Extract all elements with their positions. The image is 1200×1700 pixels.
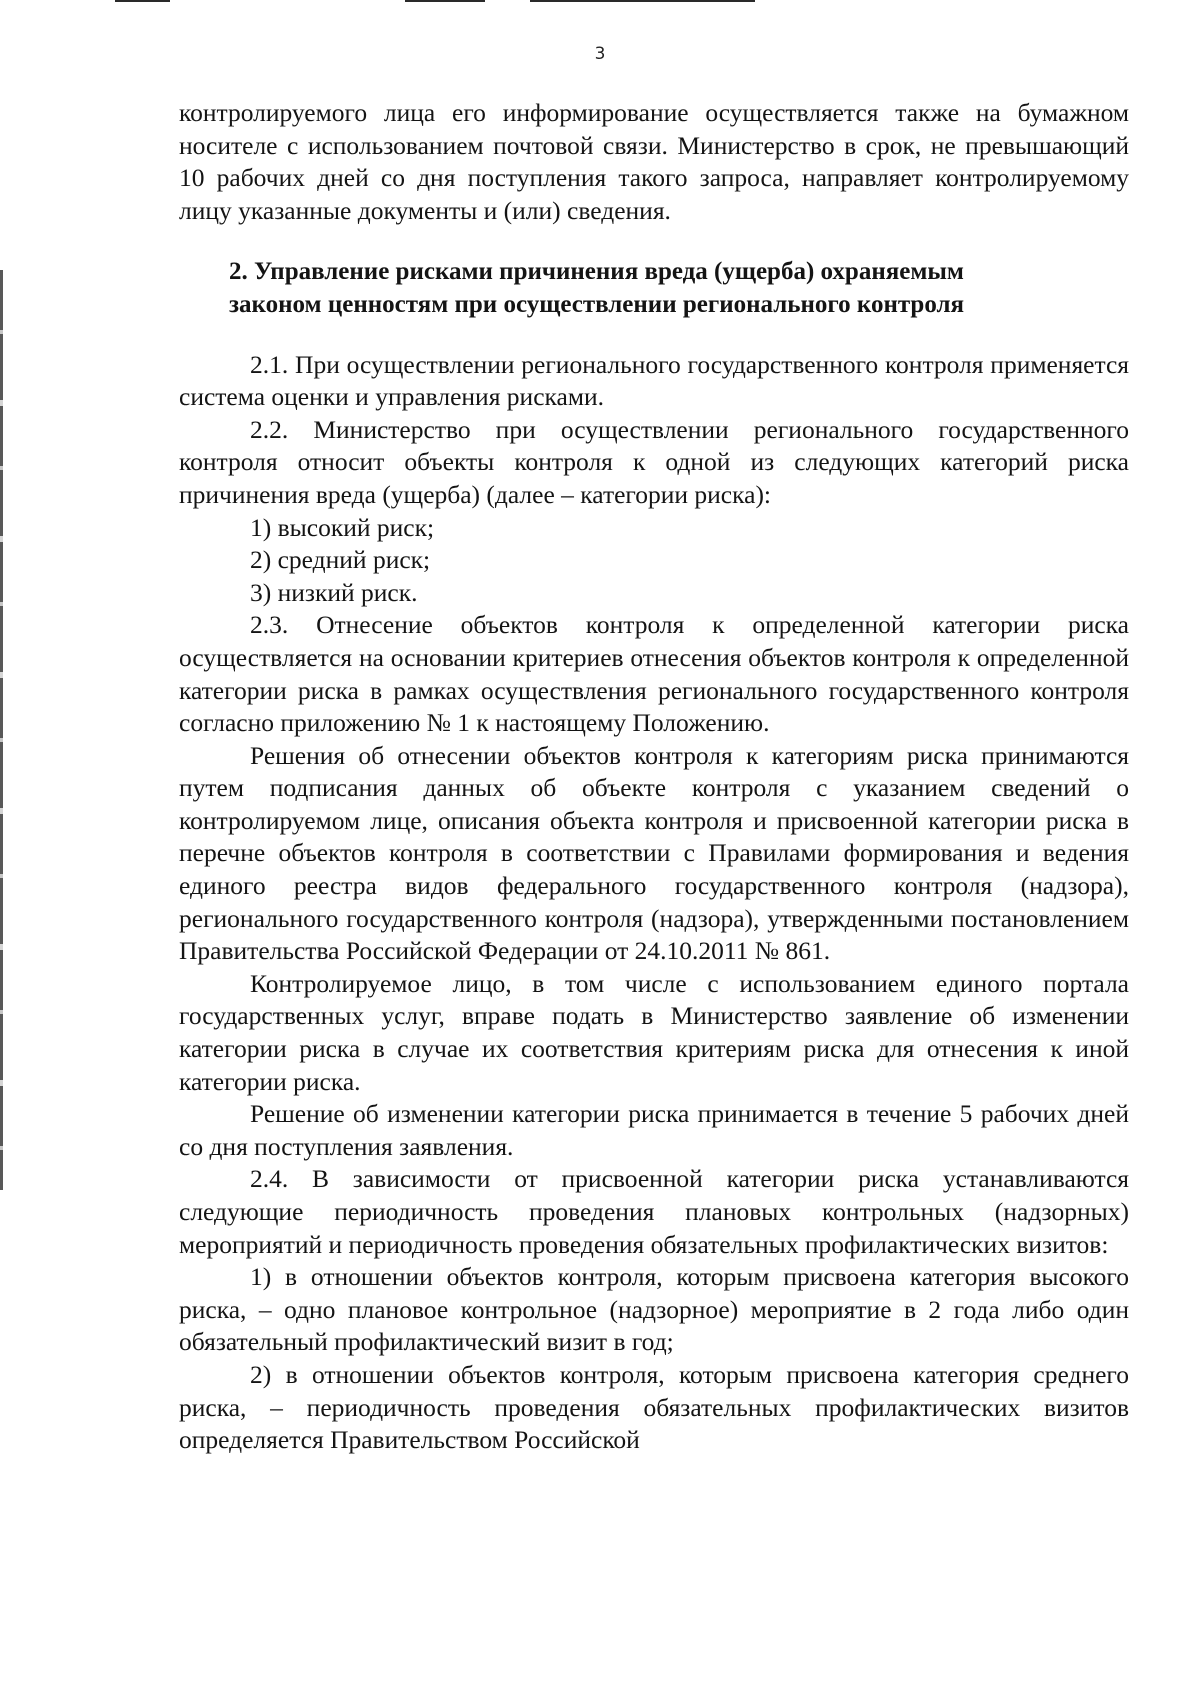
scan-margin-binding (0, 270, 3, 1190)
paragraph-intro: контролируемого лица его информирование осуществляется также на бумажном носителе с использованием почтовой связи. Министерство в срок, не превышающий 10 рабочих дней со дня поступления такого запроса, направляет контролируемому лицу указанные документы и (или) сведения. (179, 98, 1129, 225)
section-heading-line2: законом ценностям при осуществлении регионального контроля (229, 290, 965, 318)
document-body (179, 97, 1129, 1457)
paragraph-2-3: 2.3. Отнесение объектов контроля к определенной категории риска осуществляется на основании критериев отнесения объектов контроля к определенной категории риска в рамках осуществления регионального государственного контроля согласно приложению № 1 к настоящему Положению. (179, 610, 1129, 738)
paragraph-2-1: 2.1. При осуществлении регионального государственного контроля применяется система оценки и управления рисками. (179, 349, 1129, 412)
scan-edge-line-middle (405, 0, 485, 2)
section-heading (179, 256, 1129, 321)
list-item-high-risk: 1) высокий риск; (250, 512, 435, 542)
list-item-low-risk: 3) низкий риск. (250, 577, 418, 607)
paragraph-high-risk-period: 1) в отношении объектов контроля, которым присвоена категория высокого риска, – одно плановое контрольное (надзорное) мероприятие в 2 года либо один обязательный профилактический визит в год; (179, 1262, 1129, 1357)
paragraph-2-2: 2.2. Министерство при осуществлении регионального государственного контроля относит объекты контроля к одной из следующих категорий риска причинения вреда (ущерба) (далее – категории риска): (179, 414, 1129, 509)
paragraph-change-decision: Решение об изменении категории риска принимается в течение 5 рабочих дней со дня поступления заявления. (179, 1099, 1129, 1161)
paragraph-medium-risk-period: 2) в отношении объектов контроля, которым присвоена категория среднего риска, – периодичность проведения обязательных профилактических визитов определяется Правительством Российской (179, 1359, 1129, 1455)
scan-edge-line-right (530, 0, 755, 2)
paragraph-2-4: 2.4. В зависимости от присвоенной категории риска устанавливаются следующие периодичность проведения плановых контрольных (надзорных) мероприятий и периодичность проведения обязательных профилактических визитов: (179, 1164, 1129, 1259)
page-number: 3 (594, 44, 606, 64)
paragraph-decisions: Решения об отнесении объектов контроля к категориям риска принимаются путем подписания данных об объекте контроля с указанием сведений о контролируемом лице, описания объекта контроля и присвоенной категории риска в перечне объектов контроля в соответствии с Правилами формирования и ведения единого реестра видов федерального государственного контроля (надзора), регионального государственного контроля (надзора), утвержденными постановлением Правительства Российской Федерации от 24.10.2011 № 861. (179, 740, 1129, 966)
list-item-medium-risk: 2) средний риск; (250, 545, 431, 575)
paragraph-controlled-person: Контролируемое лицо, в том числе с использованием единого портала государственных услуг, вправе подать в Министерство заявление об изменении категории риска в случае их соответствия критериям риска для отнесения к иной категории риска. (179, 968, 1129, 1096)
scan-edge-line-left (115, 0, 170, 2)
section-heading-line1: 2. Управление рисками причинения вреда (ущерба) охраняемым (229, 258, 964, 286)
